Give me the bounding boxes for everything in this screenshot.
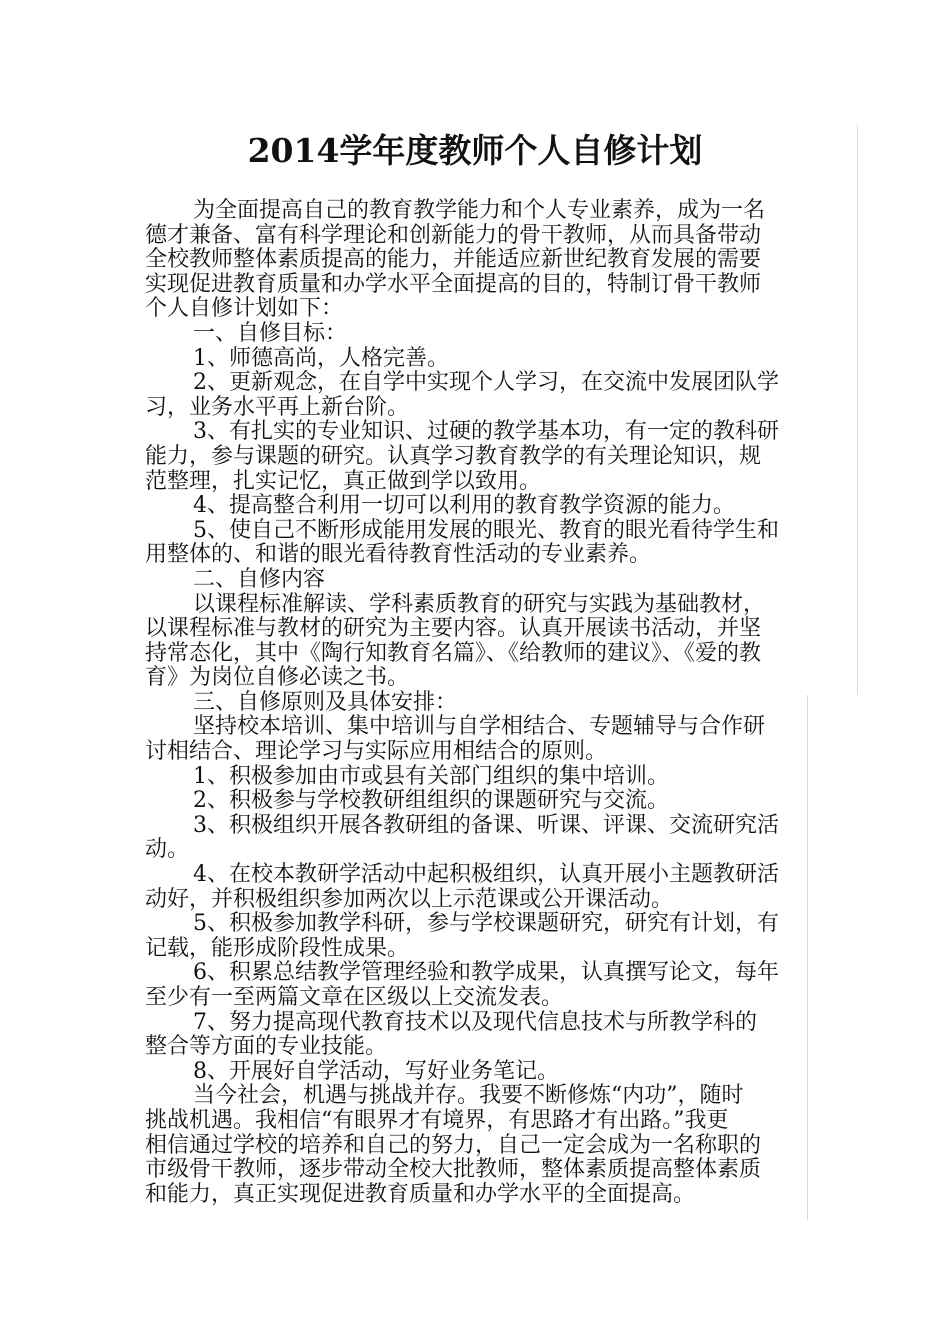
list-item-line: 整合等方面的专业技能。 <box>145 1034 388 1060</box>
list-item-line: 2、更新观念，在自学中实现个人学习，在交流中发展团队学 <box>193 370 779 396</box>
paragraph-line: 育》为岗位自修必读之书。 <box>145 665 410 691</box>
paragraph-line: 德才兼备、富有科学理论和创新能力的骨干教师，从而具备带动 <box>145 222 762 248</box>
paragraph-line: 相信通过学校的培养和自己的努力，自己一定会成为一名称职的 <box>145 1132 762 1158</box>
list-item-line: 8、开展好自学活动，写好业务笔记。 <box>193 1058 559 1084</box>
list-item-line: 1、积极参加由市或县有关部门组织的集中培训。 <box>193 763 669 789</box>
list-item-line: 记载，能形成阶段性成果。 <box>145 935 410 961</box>
list-item-line: 4、提高整合利用一切可以利用的教育教学资源的能力。 <box>193 493 735 519</box>
section-heading: 二、自修内容 <box>193 566 326 592</box>
paragraph-line: 以课程标准解读、学科素质教育的研究与实践为基础教材， <box>193 591 766 617</box>
list-item-line: 3、积极组织开展各教研组的备课、听课、评课、交流研究活 <box>193 812 779 838</box>
list-item-line: 6、积累总结教学管理经验和教学成果，认真撰写论文，每年 <box>193 960 779 986</box>
list-item-line: 2、积极参与学校教研组组织的课题研究与交流。 <box>193 788 669 814</box>
list-item-line: 范整理，扎实记忆，真正做到学以致用。 <box>145 468 542 494</box>
list-item-line: 3、有扎实的专业知识、过硬的教学基本功，有一定的教科研 <box>193 419 779 445</box>
paragraph-line: 个人自修计划如下： <box>145 296 344 322</box>
list-item-line: 动。 <box>145 837 190 863</box>
list-item-line: 至少有一至两篇文章在区级以上交流发表。 <box>145 985 564 1010</box>
paragraph-line: 挑战机遇。我相信“有眼界才有境界，有思路才有出路。”我更 <box>145 1107 729 1133</box>
document-title: 2014学年度教师个人自修计划 <box>247 131 703 170</box>
paragraph-line: 实现促进教育质量和办学水平全面提高的目的，特制订骨干教师 <box>145 271 762 297</box>
section-heading: 三、自修原则及具体安排： <box>193 689 458 715</box>
page-edge-line-upper <box>857 125 858 695</box>
section-heading: 一、自修目标： <box>193 320 348 346</box>
paragraph-line: 坚持校本培训、集中培训与自学相结合、专题辅导与合作研 <box>193 714 766 740</box>
paragraph-line: 以课程标准与教材的研究为主要内容。认真开展读书活动，并坚 <box>145 616 762 642</box>
paragraph-line: 市级骨干教师，逐步带动全校大批教师，整体素质提高整体素质 <box>145 1157 762 1183</box>
paragraph-line: 讨相结合、理论学习与实际应用相结合的原则。 <box>145 739 608 765</box>
list-item-line: 5、使自己不断形成能用发展的眼光、教育的眼光看待学生和 <box>193 517 779 543</box>
list-item-line: 1、师德高尚，人格完善。 <box>193 345 449 371</box>
list-item-line: 7、努力提高现代教育技术以及现代信息技术与所教学科的 <box>193 1009 757 1035</box>
list-item-line: 4、在校本教研学活动中起积极组织，认真开展小主题教研活 <box>193 862 779 888</box>
paragraph-line: 全校教师整体素质提高的能力，并能适应新世纪教育发展的需要 <box>145 247 762 273</box>
paragraph-line: 持常态化，其中《陶行知教育名篇》、《给教师的建议》、《爱的教 <box>145 640 762 666</box>
list-item-line: 动好，并积极组织参加两次以上示范课或公开课活动。 <box>145 886 674 912</box>
paragraph-line: 和能力，真正实现促进教育质量和办学水平的全面提高。 <box>145 1181 696 1207</box>
document-body <box>145 199 810 1207</box>
paragraph-line: 为全面提高自己的教育教学能力和个人专业素养，成为一名 <box>193 198 766 223</box>
list-item-line: 习，业务水平再上新台阶。 <box>145 394 410 420</box>
list-item-line: 5、积极参加教学科研，参与学校课题研究，研究有计划，有 <box>193 911 779 937</box>
list-item-line: 用整体的、和谐的眼光看待教育性活动的专业素养。 <box>145 542 652 568</box>
paragraph-line: 当今社会，机遇与挑战并存。我要不断修炼“内功”，随时 <box>193 1083 744 1109</box>
list-item-line: 能力，参与课题的研究。认真学习教育教学的有关理论知识，规 <box>145 443 762 469</box>
